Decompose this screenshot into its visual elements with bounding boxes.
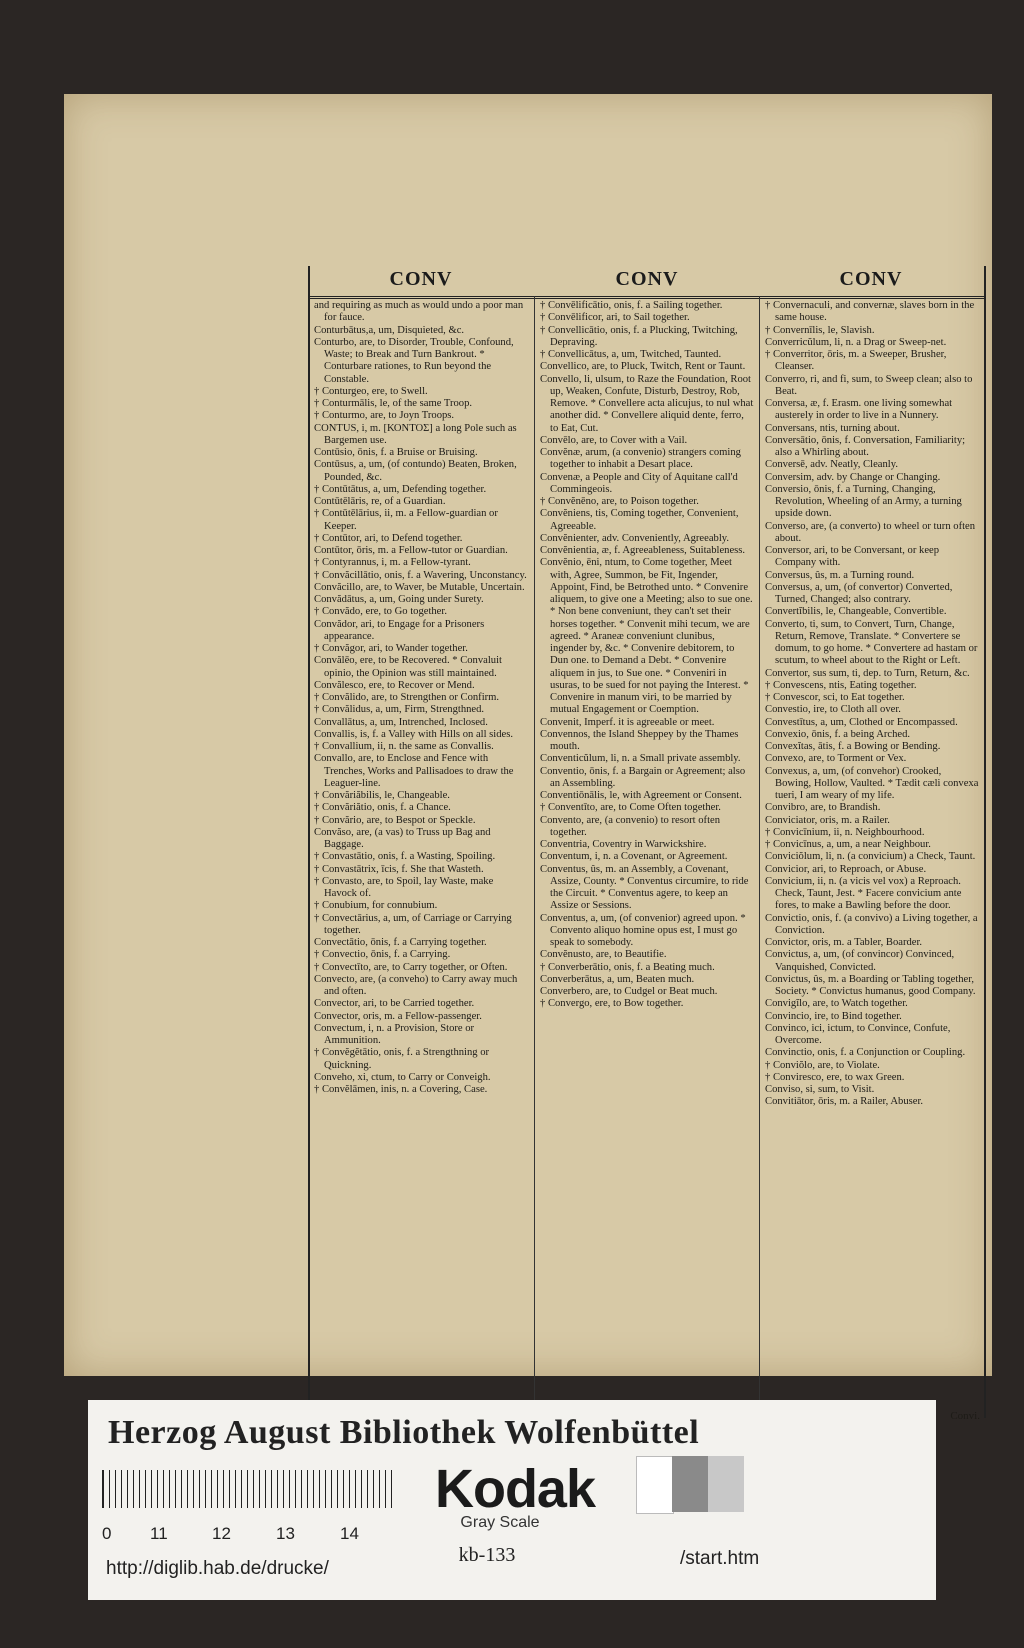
dictionary-entry: † Convĕlāmen, inis, n. a Covering, Case. [314,1084,488,1095]
gray-swatch-white [636,1456,674,1514]
dictionary-entry: Conversa, æ, f. Erasm. one living somewhat austerely in order to live in a Nunnery. [765,398,953,422]
dictionary-entry: † Convăcillātio, onis, f. a Wavering, Unconstancy. [314,569,527,581]
scanned-page [64,94,992,1422]
dictionary-entry: † Convēlificātio, onis, f. a Sailing together. [540,300,723,311]
dictionary-entry: Convexus, a, um, (of convehor) Crooked, Bowing, Hollow, Vaulted. * Tædit cæli convexa tueri, I am weary of my life. [765,765,979,801]
dictionary-entry: † Convellicātus, a, um, Twitched, Taunted. [540,349,722,360]
dictionary-entry: Converto, ti, sum, to Convert, Turn, Change, Return, Remove, Translate. * Convertere se domum, to go home. * Convertere ad hastam or scutum, to wheel about to the Right or Left. [765,618,978,667]
dictionary-entry: Convicior, ari, to Reproach, or Abuse. [765,863,927,875]
dictionary-entry: Conversans, ntis, turning about. [765,422,900,434]
dictionary-entry: † Convăgor, ari, to Wander together. [314,643,468,654]
dictionary-entry: Convinctio, onis, f. a Conjunction or Coupling. [765,1047,966,1059]
dictionary-entry: Contūtor, ōris, m. a Fellow-tutor or Guardian. [314,545,508,556]
dictionary-entry: Convăcillo, are, to Waver, be Mutable, Uncertain. [314,581,525,593]
ruler-number: 0 [102,1524,112,1543]
dictionary-entry: † Convectārius, a, um, of Carriage or Carrying together. [314,912,512,936]
dictionary-entry: Conventio, ōnis, f. a Bargain or Agreement; also an Assembling. [540,765,746,789]
dictionary-entry: Conventum, i, n. a Covenant, or Agreement. [540,851,728,863]
text-frame [308,266,986,1422]
dictionary-entry: Convallātus, a, um, Intrenched, Inclosed. [314,716,488,728]
column-rule [534,296,535,1408]
dictionary-entry: Convictus, a, um, (of convincor) Convinced, Vanquished, Convicted. [765,949,955,973]
dictionary-entry: Converberātus, a, um, Beaten much. [540,973,695,985]
dictionary-entry: Conveho, xi, ctum, to Carry or Conveigh. [314,1071,491,1083]
dictionary-entry: † Convicīnus, a, um, a near Neighbour. [765,839,931,850]
dictionary-entry: Convictus, ûs, m. a Boarding or Tabling together, Society. * Convictus humanus, good Company. [765,973,976,997]
dictionary-entry: Contūtēlāris, re, of a Guardian. [314,496,446,507]
dictionary-entry: † Conturgeo, ere, to Swell. [314,385,428,397]
dictionary-entry: and requiring as much as would undo a poor man for fauce. [314,300,524,324]
dictionary-entry: † Conturmālis, le, of the same Troop. [314,398,473,409]
dictionary-entry: Conviso, si, sum, to Visit. [765,1084,875,1095]
library-url[interactable]: http://diglib.hab.de/drucke/ [106,1558,329,1579]
dictionary-column-3 [765,300,979,1408]
dictionary-entry: † Convĕnēno, are, to Poison together. [540,496,699,507]
gray-swatch-light [708,1456,744,1512]
dictionary-entry: Convallis, is, f. a Valley with Hills on all sides. [314,728,514,740]
dictionary-entry: † Contūtātus, a, um, Defending together. [314,483,487,495]
dictionary-entry: CONTUS, i, m. [ΚΟΝΤΟΣ] a long Pole such as Bargemen use. [314,422,517,446]
dictionary-entry: Conventicŭlum, li, n. a Small private assembly. [540,753,741,765]
dictionary-entry: Convălēo, ere, to be Recovered. * Convaluit opinio, the Opinion was still maintained. [314,655,502,679]
dictionary-entry: Conversē, adv. Neatly, Cleanly. [765,459,898,471]
ruler-number: 14 [340,1524,359,1543]
dictionary-entry: † Convăriăbilis, le, Changeable. [314,790,450,801]
dictionary-entry: Conversus, a, um, (of convertor) Converted, Turned, Changed; also contrary. [765,581,953,605]
dictionary-entry: Convertor, sus sum, ti, dep. to Turn, Return, &c. [765,667,970,679]
gray-swatch-mid [672,1456,708,1512]
dictionary-entry: Convictio, onis, f. (a convivo) a Living together, a Conviction. [765,912,978,936]
dictionary-entry: † Conviŏlo, are, to Violate. [765,1059,880,1071]
dictionary-entry: † Contyrannus, i, m. a Fellow-tyrant. [314,557,471,569]
dictionary-entry: Convexo, are, to Torment or Vex. [765,753,907,765]
ruler-number: 13 [276,1524,295,1543]
dictionary-entry: † Convernaculi, and convernæ, slaves born in the same house. [765,300,975,324]
dictionary-entry: Convictor, oris, m. a Tabler, Boarder. [765,937,923,948]
dictionary-entry: Convestītus, a, um, Clothed or Encompassed. [765,716,958,728]
dictionary-entry: Convexĭtas, ātis, f. a Bowing or Bending. [765,741,941,752]
dictionary-entry: Convexio, ōnis, f. a being Arched. [765,728,911,740]
dictionary-entry: Conventus, ûs, m. an Assembly, a Covenant, Assize, County. * Conventus circumire, to ride the Circuit. * Conventus agere, to keep an Assize or Sessions. [540,863,749,912]
dictionary-entry: † Convasto, are, to Spoil, lay Waste, make Havock of. [314,875,494,899]
dictionary-entry: † Conubium, for connubium. [314,900,438,912]
header-col-1: CONV [389,268,453,290]
dictionary-entry: † Convernīlis, le, Slavish. [765,324,875,336]
dictionary-entry: † Conturmo, are, to Joyn Troops. [314,410,455,422]
dictionary-entry: † Contūtēlārius, ii, m. a Fellow-guardian or Keeper. [314,508,498,532]
dictionary-entry: Conviciŏlum, li, n. (a convicium) a Check, Taunt. [765,851,976,863]
dictionary-entry: Conversātio, ōnis, f. Conversation, Familiarity; also a Whirling about. [765,434,966,458]
dictionary-entry: † Convastātrix, īcis, f. She that Wasteth. [314,863,484,875]
dictionary-entry: Convellico, are, to Pluck, Twitch, Rent or Taunt. [540,361,746,373]
dictionary-entry: Converro, ri, and fi, sum, to Sweep clean; also to Beat. [765,373,973,397]
dictionary-entry: Convallo, are, to Enclose and Fence with Trenches, Works and Pallisadoes to draw the Leaguer-line. [314,753,514,789]
dictionary-entry: † Converritor, ōris, m. a Sweeper, Brusher, Cleanser. [765,349,947,373]
dictionary-entry: Convennos, the Island Sheppey by the Thames mouth. [540,728,739,752]
column-rule [759,296,760,1408]
dictionary-entry: Convinco, ici, ictum, to Convince, Confute, Overcome. [765,1022,951,1046]
dictionary-entry: Contūsus, a, um, (of contundo) Beaten, Broken, Pounded, &c. [314,459,517,483]
dictionary-entry: Convitiātor, ōris, m. a Railer, Abuser. [765,1096,924,1108]
dictionary-entry: Convenit, Imperf. it is agreeable or meet. [540,716,715,728]
dictionary-entry: Convello, li, ulsum, to Raze the Foundation, Root up, Weaken, Confute, Disturb, Destroy, Rob, Remove. * Convellere acta alicujus, to nul what another did. * Convellere aliquid dente, ferro, to Eat, Cut. [540,373,754,434]
dictionary-entry: † Convastātio, onis, f. a Wasting, Spoiling. [314,851,496,863]
dictionary-entry: Convicium, ii, n. (a vicis vel vox) a Reproach. Check, Taunt, Jest. * Facere convicium ante fores, to make a Bawling before the door. [765,875,962,912]
dictionary-entry: † Conventīto, are, to Come Often together. [540,802,721,814]
dictionary-entry: † Convēlificor, ari, to Sail together. [540,312,690,324]
dictionary-entry: Conventria, Coventry in Warwickshire. [540,839,707,850]
dictionary-entry: † Convădo, ere, to Go together. [314,606,447,618]
dictionary-entry: Conversor, ari, to be Conversant, or keep Company with. [765,545,940,569]
dictionary-entry: Converbero, are, to Cudgel or Beat much. [540,986,718,997]
dictionary-entry: † Convallium, ii, n. the same as Convallis. [314,741,494,752]
dictionary-entry: Convecto, are, (a conveho) to Carry away much and often. [314,973,518,997]
dictionary-entry: † Convectīto, are, to Carry together, or Often. [314,961,508,973]
dictionary-entry: Conversus, ûs, m. a Turning round. [765,569,915,581]
kodak-logo: Kodak [434,1459,596,1519]
dictionary-entry: Contūsio, ōnis, f. a Bruise or Bruising. [314,447,478,458]
dictionary-entry: Convestio, ire, to Cloth all over. [765,704,901,716]
dictionary-entry: Convincio, ire, to Bind together. [765,1010,902,1022]
dictionary-entry: † Convectio, ōnis, f. a Carrying. [314,949,451,961]
dictionary-entry: Convĕnientia, æ, f. Agreeableness, Suitableness. [540,545,746,556]
dictionary-entry: † Convescens, ntis, Eating together. [765,679,917,691]
dictionary-entry: Conturbo, are, to Disorder, Trouble, Confound, Waste; to Break and Turn Bankrout. * Conturbare rationes, to Run beyond the Constable. [314,336,514,385]
start-link[interactable]: /start.htm [680,1548,760,1569]
gray-scale-label: Gray Scale [460,1514,540,1531]
dictionary-entry: Convertĭbilis, le, Changeable, Convertible. [765,606,947,618]
dictionary-entry: Convĕniens, tis, Coming together, Convenient, Agreeable. [540,508,739,532]
dictionary-entry: Convectātio, ōnis, f. a Carrying together. [314,937,487,948]
dictionary-entry: † Convescor, sci, to Eat together. [765,692,905,703]
dictionary-entry: Convēlo, are, to Cover with a Vail. [540,434,688,446]
library-name: Herzog August Bibliothek Wolfenbüttel [108,1414,700,1451]
dictionary-entry: Convenæ, a People and City of Aquitane call'd Commingeois. [540,471,738,495]
dictionary-entry: Convĕnienter, adv. Conveniently, Agreeably. [540,532,730,544]
dictionary-entry: Conviciator, oris, m. a Railer. [765,814,890,826]
dictionary-entry: Convector, ari, to be Carried together. [314,998,475,1010]
dictionary-entry: Conversio, ōnis, f. a Turning, Changing, Revolution, Wheeling of an Army, a turning upside down. [765,483,962,520]
dictionary-entry: Convibro, are, to Brandish. [765,802,881,814]
dictionary-entry: † Convărio, are, to Bespot or Speckle. [314,814,476,826]
dictionary-entry: † Conviresco, ere, to wax Green. [765,1071,905,1083]
dictionary-entry: † Convellicātio, onis, f. a Plucking, Twitching, Depraving. [540,324,738,348]
catchword: Convi. [950,1410,980,1422]
dictionary-column-2 [540,300,754,1408]
dictionary-entry: Convădātus, a, um, Going under Surety. [314,594,484,605]
dictionary-entry: Conturbātus,a, um, Disquieted, &c. [314,324,465,336]
dictionary-entry: Convălesco, ere, to Recover or Mend. [314,679,475,691]
dictionary-entry: Converricŭlum, li, n. a Drag or Sweep-net. [765,336,947,348]
running-header [310,266,984,299]
dictionary-entry: Convectum, i, n. a Provision, Store or Ammunition. [314,1022,475,1046]
dictionary-entry: Convento, are, (a convenio) to resort often together. [540,814,721,838]
dictionary-entry: † Converberātio, onis, f. a Beating much. [540,961,715,973]
dictionary-entry: Convăso, are, (a vas) to Truss up Bag and Baggage. [314,826,491,850]
ruler-number: 11 [150,1524,168,1543]
dictionary-entry: Conventus, a, um, (of convenior) agreed upon. * Convento aliquo homine opus est, I must go speak to somebody. [540,912,746,948]
dictionary-entry: Convector, oris, m. a Fellow-passenger. [314,1010,482,1022]
dictionary-entry: Convĕnio, ēni, ntum, to Come together, Meet with, Agree, Summon, be Fit, Ingender, Appoint, Find, be Betrothed unto. * Convenire aliquem, to give one a Meeting; also to sue one. * Non bene conveniunt, they can't set their horses together. * Convenit mihi tecum, we are agreed. * Araneæ conveniunt clunibus, ingender by, &c. * Convenire debitorem, to Dun one. to Demand a Debt. * Convenire aliquem in jus, to Sue one. * Conveniri in usuras, to be sued for not paying the Interest. * Convenire in manum viri, to be married by mutual Engagement or Coemption. [540,557,753,716]
dictionary-entry: † Convicīnium, ii, n. Neighbourhood. [765,826,925,838]
dictionary-entry: † Convĕgĕtātio, onis, f. a Strengthning or Quickning. [314,1047,490,1071]
dictionary-entry: Convădor, ari, to Engage for a Prisoners appearance. [314,618,485,642]
ruler-number: 12 [212,1524,231,1543]
dictionary-entry: Conversim, adv. by Change or Changing. [765,471,941,483]
dictionary-entry: Convigĭlo, are, to Watch together. [765,998,908,1010]
library-target-card [88,1400,936,1600]
ruler-scale [102,1470,393,1508]
dictionary-entry: Convĕnusto, are, to Beautifie. [540,949,667,961]
header-col-2: CONV [615,268,679,290]
dictionary-entry: † Convergo, ere, to Bow together. [540,998,684,1010]
shelfmark: kb-133 [458,1544,516,1566]
dictionary-entry: Conventiōnālis, le, with Agreement or Consent. [540,790,742,801]
dictionary-entry: † Convăriătio, onis, f. a Chance. [314,802,451,814]
header-col-3: CONV [839,268,903,290]
dictionary-entry: † Contūtor, ari, to Defend together. [314,532,463,544]
dictionary-column-1 [314,300,528,1408]
dictionary-entry: Converso, are, (a converto) to wheel or turn often about. [765,520,976,544]
dictionary-entry: † Convălido, are, to Strengthen or Confirm. [314,692,500,703]
dictionary-entry: † Convălidus, a, um, Firm, Strengthned. [314,704,485,716]
dictionary-entry: Convĕnæ, arum, (a convenio) strangers coming together to inhabit a Desart place. [540,447,741,471]
